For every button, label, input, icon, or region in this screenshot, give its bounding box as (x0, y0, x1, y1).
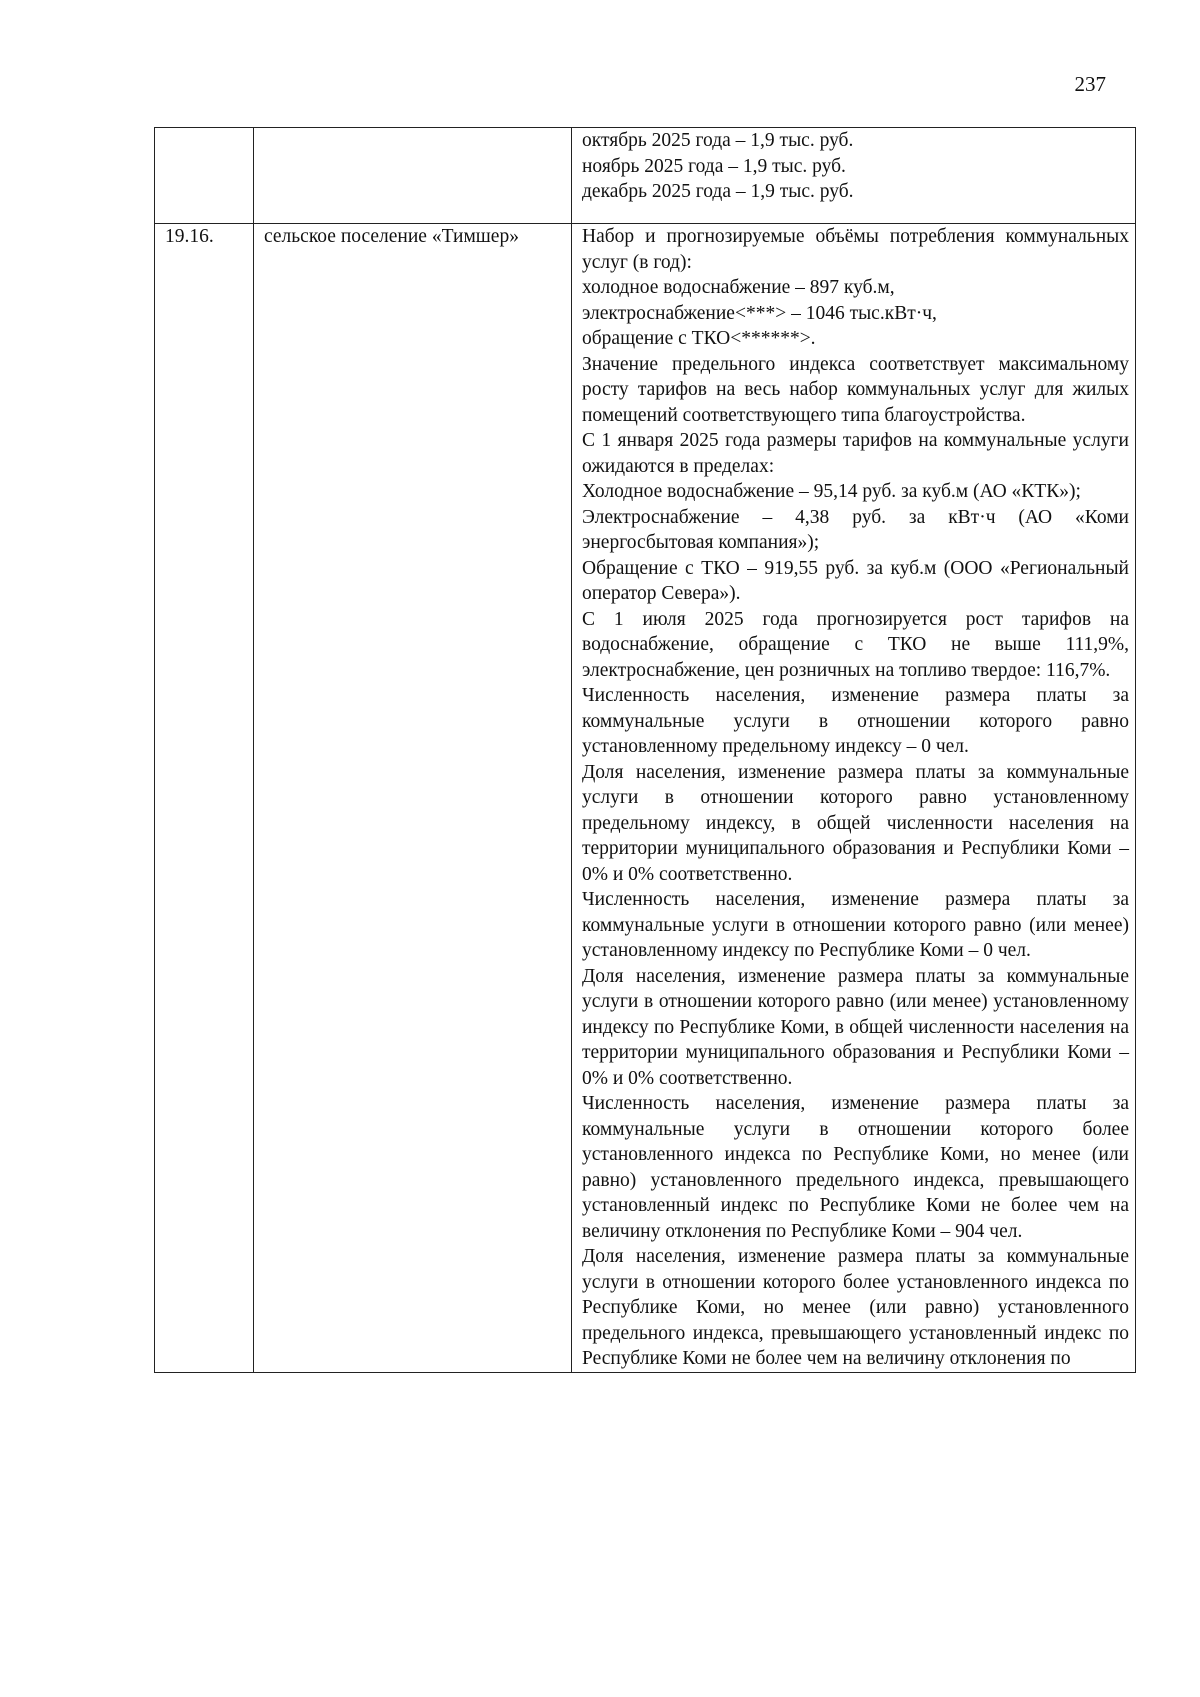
paragraph: С 1 июля 2025 года прогнозируется рост тарифов на водоснабжение, обращение с ТКО не выше 111,9%, электроснабжение, цен розничных на топливо твердое: 116,7%. (582, 608, 1129, 681)
table-row-continued (155, 128, 1136, 224)
row-number: 19.16. (155, 224, 254, 1373)
tariff-table (154, 127, 1136, 1373)
paragraph: С 1 января 2025 года размеры тарифов на коммунальные услуги ожидаются в пределах: (582, 430, 1129, 477)
paragraph: Доля населения, изменение размера платы за коммунальные услуги в отношении которого более установленного индекса по Республике Коми, но менее (или равно) установленного предельного индекса, превышающего установленный индекс по Республике Коми не более чем на величину отклонения по (582, 1246, 1129, 1369)
paragraph: Обращение с ТКО – 919,55 руб. за куб.м (ООО «Региональный оператор Севера»). (582, 557, 1129, 604)
paragraph: Холодное водоснабжение – 95,14 руб. за куб.м (АО «КТК»); (582, 481, 1081, 502)
paragraph: Электроснабжение – 4,38 руб. за кВт·ч (АО «Коми энергосбытовая компания»); (582, 506, 1129, 553)
description-cell (572, 224, 1136, 1373)
settlement-name-cell-empty (254, 128, 572, 224)
text-line: ноябрь 2025 года – 1,9 тыс. руб. (582, 155, 846, 177)
text-line: октябрь 2025 года – 1,9 тыс. руб. (582, 130, 854, 151)
text-line: декабрь 2025 года – 1,9 тыс. руб. (582, 181, 854, 202)
row-number-cell-empty (155, 128, 254, 224)
description-cell (572, 128, 1136, 224)
paragraph: Численность населения, изменение размера платы за коммунальные услуги в отношении которого равно установленному предельному индексу – 0 чел. (582, 685, 1129, 757)
paragraph: Численность населения, изменение размера платы за коммунальные услуги в отношении которого равно (или менее) установленному индексу по Республике Коми – 0 чел. (582, 889, 1129, 961)
settlement-name: сельское поселение «Тимшер» (254, 224, 572, 1373)
page-number: 237 (1074, 72, 1106, 96)
paragraph: Доля населения, изменение размера платы за коммунальные услуги в отношении которого равно (или менее) установленному индексу по Республике Коми, в общей численности населения на территории муниципального образования и Республики Коми – 0% и 0% соответственно. (582, 965, 1129, 1089)
paragraph: Значение предельного индекса соответствует максимальному росту тарифов на весь набор коммунальных услуг для жилых помещений соответствующего типа благоустройства. (582, 353, 1129, 426)
paragraph: холодное водоснабжение – 897 куб.м, (582, 277, 895, 298)
paragraph: Доля населения, изменение размера платы за коммунальные услуги в отношении которого равно установленному предельному индексу, в общей численности населения на территории муниципального образования и Республики Коми – 0% и 0% соответственно. (582, 761, 1129, 885)
paragraph: электроснабжение<***> – 1046 тыс.кВт·ч, (582, 302, 937, 324)
paragraph: Численность населения, изменение размера платы за коммунальные услуги в отношении которого более установленного индекса по Республике Коми, но менее (или равно) установленного предельного индекса, превышающего установленный индекс по Республике Коми не более чем на величину отклонения по Республике Коми – 904 чел. (582, 1093, 1129, 1242)
paragraph: Набор и прогнозируемые объёмы потребления коммунальных услуг (в год): (582, 226, 1129, 273)
paragraph: обращение с ТКО<******>. (582, 328, 816, 349)
table-row-19-16 (155, 224, 1136, 1373)
